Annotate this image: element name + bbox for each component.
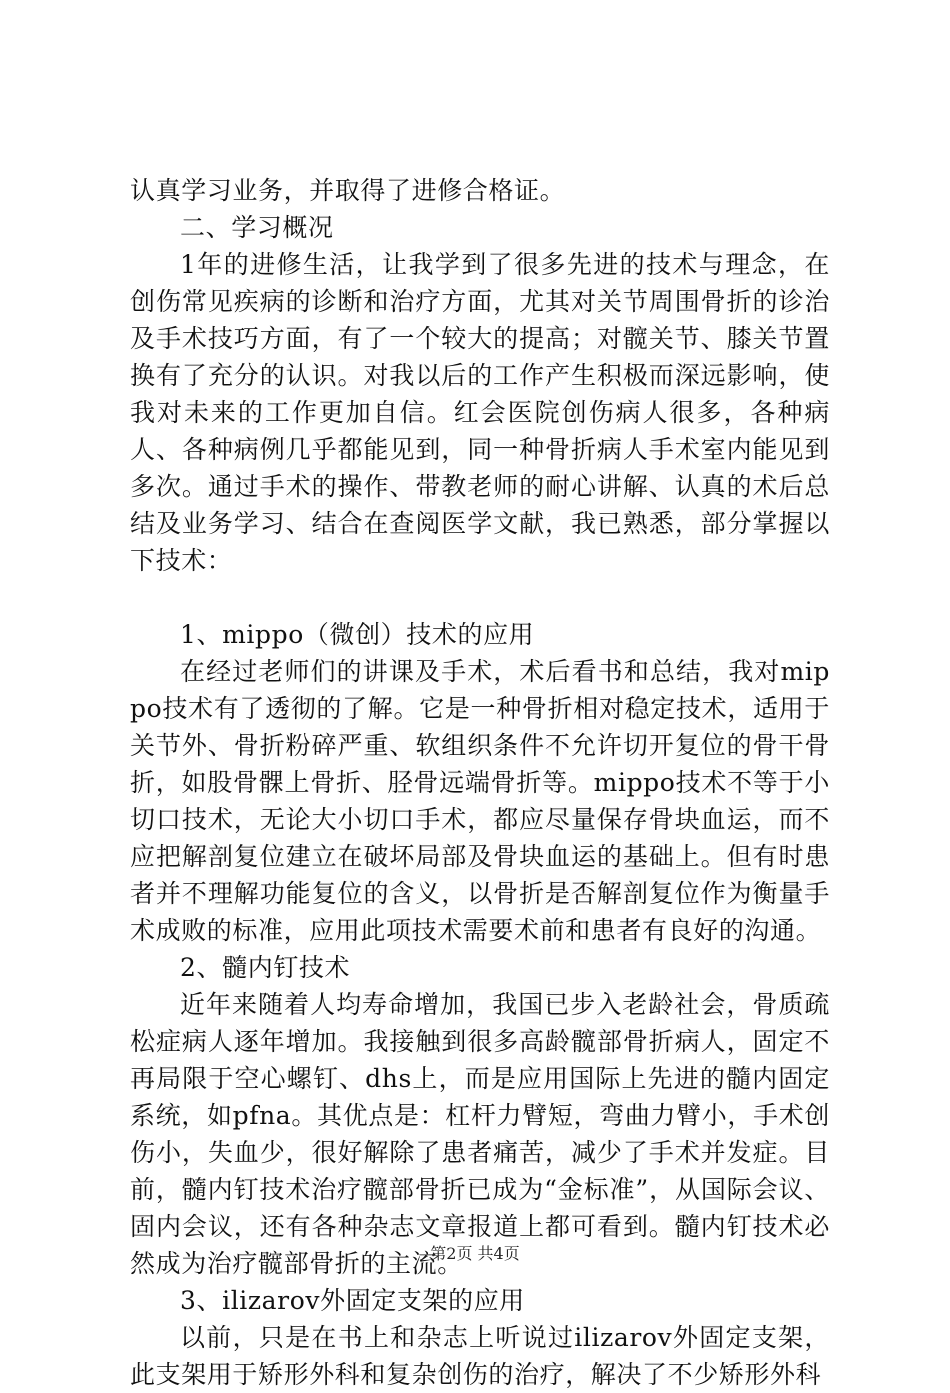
page-footer: 第2页 共4页: [430, 1244, 520, 1263]
document-body: [130, 172, 830, 1393]
subheading-intramedullary-nail: 2、髓内钉技术: [180, 953, 351, 982]
paragraph-gap: [130, 579, 830, 616]
paragraph-intramedullary-nail: 近年来随着人均寿命增加，我国已步入老龄社会，骨质疏松症病人逐年增加。我接触到很多高龄髋部骨折病人，固定不再局限于空心螺钉、dhs上，而是应用国际上先进的髓内固定系统，如pfna。其优点是：杠杆力臂短，弯曲力臂小，手术创伤小，失血少，很好解除了患者痛苦，减少了手术并发症。目前，髓内钉技术治疗髋部骨折已成为“金标准”，从国际会议、固内会议，还有各种杂志文章报道上都可看到。髓内钉技术必然成为治疗髋部骨折的主流。: [130, 990, 830, 1278]
section-heading-study-overview: 二、学习概况: [180, 213, 334, 242]
subheading-ilizarov: 3、ilizarov外固定支架的应用: [180, 1286, 525, 1315]
paragraph-continuation: 认真学习业务，并取得了进修合格证。: [130, 176, 566, 205]
paragraph-overview: 1年的进修生活，让我学到了很多先进的技术与理念，在创伤常见疾病的诊断和治疗方面，尤其对关节周围骨折的诊治及手术技巧方面，有了一个较大的提高；对髋关节、膝关节置换有了充分的认识。对我以后的工作产生积极而深远影响，使我对未来的工作更加自信。红会医院创伤病人很多，各种病人、各种病例几乎都能见到，同一种骨折病人手术室内能见到多次。通过手术的操作、带教老师的耐心讲解、认真的术后总结及业务学习、结合在查阅医学文献，我已熟悉，部分掌握以下技术：: [130, 250, 830, 575]
subheading-mippo: 1、mippo（微创）技术的应用: [180, 620, 535, 649]
paragraph-mippo: 在经过老师们的讲课及手术，术后看书和总结，我对mippo技术有了透彻的了解。它是一种骨折相对稳定技术，适用于关节外、骨折粉碎严重、软组织条件不允许切开复位的骨干骨折，如股骨髁上骨折、胫骨远端骨折等。mippo技术不等于小切口技术，无论大小切口手术，都应尽量保存骨块血运，而不应把解剖复位建立在破坏局部及骨块血运的基础上。但有时患者并不理解功能复位的含义，以骨折是否解剖复位作为衡量手术成败的标准，应用此项技术需要术前和患者有良好的沟通。: [130, 657, 830, 945]
paragraph-ilizarov: 以前，只是在书上和杂志上听说过ilizarov外固定支架，此支架用于矫形外科和复杂创伤的治疗，解决了不少矫形外科: [130, 1323, 830, 1389]
